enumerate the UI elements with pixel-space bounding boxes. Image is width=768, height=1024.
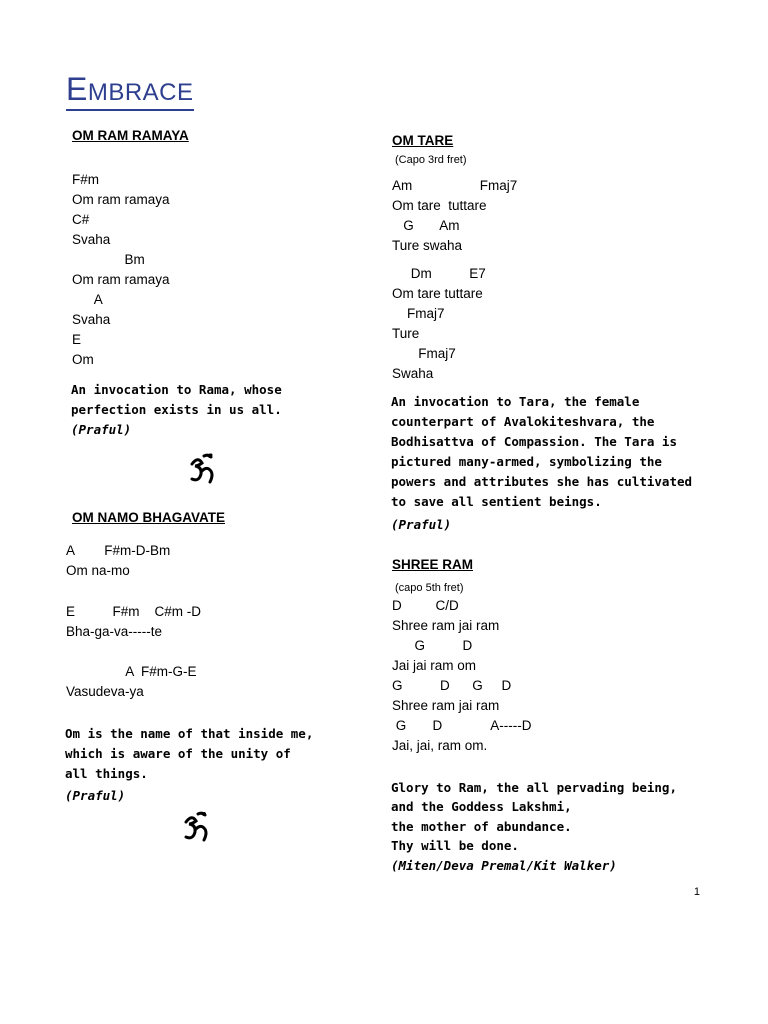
chord-line: Fmaj7 [392, 346, 456, 361]
chord-line: G D G D [392, 678, 512, 693]
capo-note: (capo 5th fret) [395, 582, 464, 594]
chord-line: C# [72, 212, 90, 227]
lyric-line: Om na-mo [66, 563, 130, 578]
lyric-line: Jai, jai, ram om. [392, 738, 488, 753]
capo-note: (Capo 3rd fret) [395, 154, 467, 166]
lyric-line: Bha-ga-va-----te [66, 624, 163, 639]
lyric-line: Ture swaha [392, 238, 463, 253]
lyric-line: Shree ram jai ram [392, 698, 500, 713]
chord-line: E F#m C#m -D [66, 604, 202, 619]
chord-line: Fmaj7 [392, 306, 445, 321]
title-rest: MBRACE [87, 79, 194, 106]
lyric-line: Svaha [72, 312, 111, 327]
description-line: An invocation to Rama, whose [71, 382, 282, 397]
credit: (Miten/Deva Premal/Kit Walker) [391, 858, 617, 873]
credit: (Praful) [71, 422, 132, 437]
chord-line: F#m [72, 172, 99, 187]
lyric-line: Om tare tuttare [392, 198, 487, 213]
om-namo-bhagavate-heading: OM NAMO BHAGAVATE [72, 510, 225, 525]
lyric-line: Shree ram jai ram [392, 618, 500, 633]
chord-line: Bm [72, 252, 145, 267]
chord-line: Dm E7 [392, 266, 486, 281]
om-symbol-icon [180, 810, 212, 844]
lyric-line: Om [72, 352, 94, 367]
lyric-line: Jai jai ram om [392, 658, 477, 673]
chord-line: G D [392, 638, 473, 653]
description-line: Thy will be done. [391, 838, 519, 853]
description-line: to save all sentient beings. [391, 494, 602, 509]
description-line: and the Goddess Lakshmi, [391, 799, 572, 814]
description-line: counterpart of Avalokiteshvara, the [391, 414, 655, 429]
chord-line: D C/D [392, 598, 459, 613]
title-initial: E [66, 71, 88, 107]
credit: (Praful) [65, 788, 126, 803]
credit: (Praful) [391, 517, 452, 532]
description-line: powers and attributes she has cultivated [391, 474, 693, 489]
chord-line: G Am [392, 218, 460, 233]
description-line: perfection exists in us all. [71, 402, 282, 417]
description-line: the mother of abundance. [391, 819, 572, 834]
lyric-line: Ture [392, 326, 420, 341]
om-tare-heading: OM TARE [392, 133, 454, 148]
description-line: all things. [65, 766, 148, 781]
lyric-line: Svaha [72, 232, 111, 247]
shree-ram-heading: SHREE RAM [392, 557, 474, 572]
description-line: which is aware of the unity of [65, 746, 291, 761]
page-title [66, 71, 194, 111]
chord-line: A F#m-G-E [66, 664, 197, 679]
description-line: Glory to Ram, the all pervading being, [391, 780, 677, 795]
description-line: pictured many-armed, symbolizing the [391, 454, 662, 469]
lyric-line: Om ram ramaya [72, 272, 170, 287]
page-number: 1 [693, 886, 700, 898]
chord-line: E [72, 332, 82, 347]
om-ram-ramaya-heading: OM RAM RAMAYA [72, 128, 189, 143]
om-symbol-icon [186, 452, 218, 486]
lyric-line: Om tare tuttare [392, 286, 483, 301]
chord-line: Am Fmaj7 [392, 178, 518, 193]
description-line: Bodhisattva of Compassion. The Tara is [391, 434, 677, 449]
lyric-line: Om ram ramaya [72, 192, 170, 207]
description-line: An invocation to Tara, the female [391, 394, 640, 409]
lyric-line: Vasudeva-ya [66, 684, 144, 699]
chord-line: G D A-----D [392, 718, 532, 733]
chord-line: A [72, 292, 103, 307]
chord-line: A F#m-D-Bm [66, 543, 171, 558]
description-line: Om is the name of that inside me, [65, 726, 314, 741]
lyric-line: Swaha [392, 366, 434, 381]
